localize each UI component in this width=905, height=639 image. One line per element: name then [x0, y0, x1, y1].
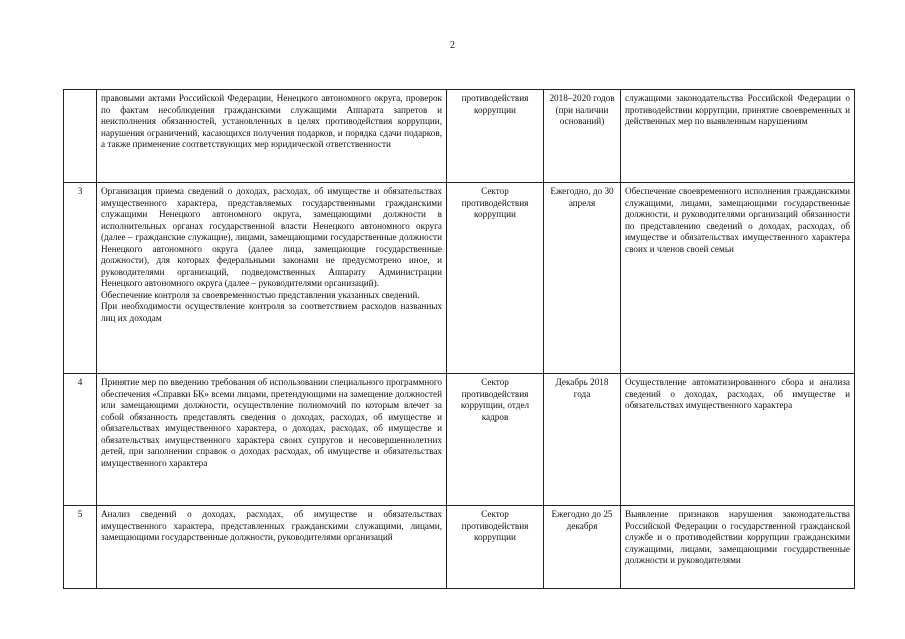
activity-paragraph: правовыми актами Российской Федерации, Ненецкого автономного округа, проверок по фактам несоблюдения гражданскими служащими Аппарата запретов и неисполнения обязанностей, установленных в целях противодействия коррупции, нарушения ограничений, касающихся получения подарков, и порядка сдачи подарков, а также применение соответствующих мер юридической ответственности — [101, 93, 442, 149]
executor-cell: Сектор противодействия коррупции — [447, 506, 544, 589]
term-cell: Ежегодно до 25 декабря — [544, 506, 621, 589]
table-row — [64, 183, 855, 374]
result-cell: Осуществление автоматизированного сбора и анализа сведений о доходах, расходах, об имуществе и обязательствах имущественного характера — [621, 374, 855, 506]
term-cell: Декабрь 2018 года — [544, 374, 621, 506]
result-cell: служащими законодательства Российской Федерации о противодействии коррупции, принятие своевременных и действенных мер по выявленным нарушениям — [621, 90, 855, 183]
table-row — [64, 90, 855, 183]
activity-paragraph: Принятие мер по введению требования об использовании специального программного обеспечения «Справки БК» всеми лицами, претендующими на замещение должностей или замещающими должности, осуществление полномочий по которым влечет за собой обязанность представлять сведения о доходах, расходах, об имуществе и обязательствах имущественного характера, о доходах, расходах, об имуществе и обязательствах имущественного характера своих супругов и несовершеннолетних детей, при заполнении справок о доходах расходах, об имуществе и обязательствах имущественного характера — [101, 377, 442, 468]
row-number: 4 — [64, 374, 97, 506]
activity-cell — [97, 374, 447, 506]
term-cell: Ежегодно, до 30 апреля — [544, 183, 621, 374]
activity-cell — [97, 90, 447, 183]
row-number: 3 — [64, 183, 97, 374]
term-cell: 2018–2020 годов (при наличии оснований) — [544, 90, 621, 183]
executor-cell: Сектор противодействия коррупции — [447, 183, 544, 374]
page-number: 2 — [450, 40, 455, 51]
activity-paragraph: Анализ сведений о доходах, расходах, об имуществе и обязательствах имущественного характера, представленных гражданскими служащими, лицами, замещающими государственные должности, руководителями организаций — [101, 509, 442, 542]
activity-paragraph: Обеспечение контроля за своевременностью представления указанных сведений. — [101, 289, 420, 300]
table-row — [64, 506, 855, 589]
activity-cell — [97, 506, 447, 589]
result-cell: Выявление признаков нарушения законодательства Российской Федерации о государственной гражданской службе и о противодействии коррупции гражданскими служащими, лицами, замещающими государственные должности и руководителями — [621, 506, 855, 589]
executor-cell: Сектор противодействия коррупции, отдел кадров — [447, 374, 544, 506]
result-cell: Обеспечение своевременного исполнения гражданскими служащими, лицами, замещающими государственные должности, и руководителями организаций обязанности по представлению сведений о доходах, расходах, об имуществе и обязательствах имущественного характера своих и членов своей семьи — [621, 183, 855, 374]
activity-cell — [97, 183, 447, 374]
activity-paragraph: При необходимости осуществление контроля за соответствием расходов названных лиц их доходам — [101, 301, 442, 323]
executor-cell: противодействия коррупции — [447, 90, 544, 183]
row-number: 5 — [64, 506, 97, 589]
activity-paragraph: Организация приема сведений о доходах, расходах, об имуществе и обязательствах имущественного характера, представляемых государственными гражданскими служащими Ненецкого автономного округа, замещающими должности в исполнительных органах государственной власти Ненецкого автономного округа (далее – гражданские служащие), лицами, замещающими государственные должности Ненецкого автономного округа (далее лица, замещающие государственные должности), для которых федеральными законами не предусмотрено иное, и руководителями организаций, подведомственных Аппарату Администрации Ненецкого автономного округа (далее – руководителями организаций). — [101, 186, 442, 288]
table-row — [64, 374, 855, 506]
anticorruption-plan-table — [63, 89, 855, 589]
row-number — [64, 90, 97, 183]
